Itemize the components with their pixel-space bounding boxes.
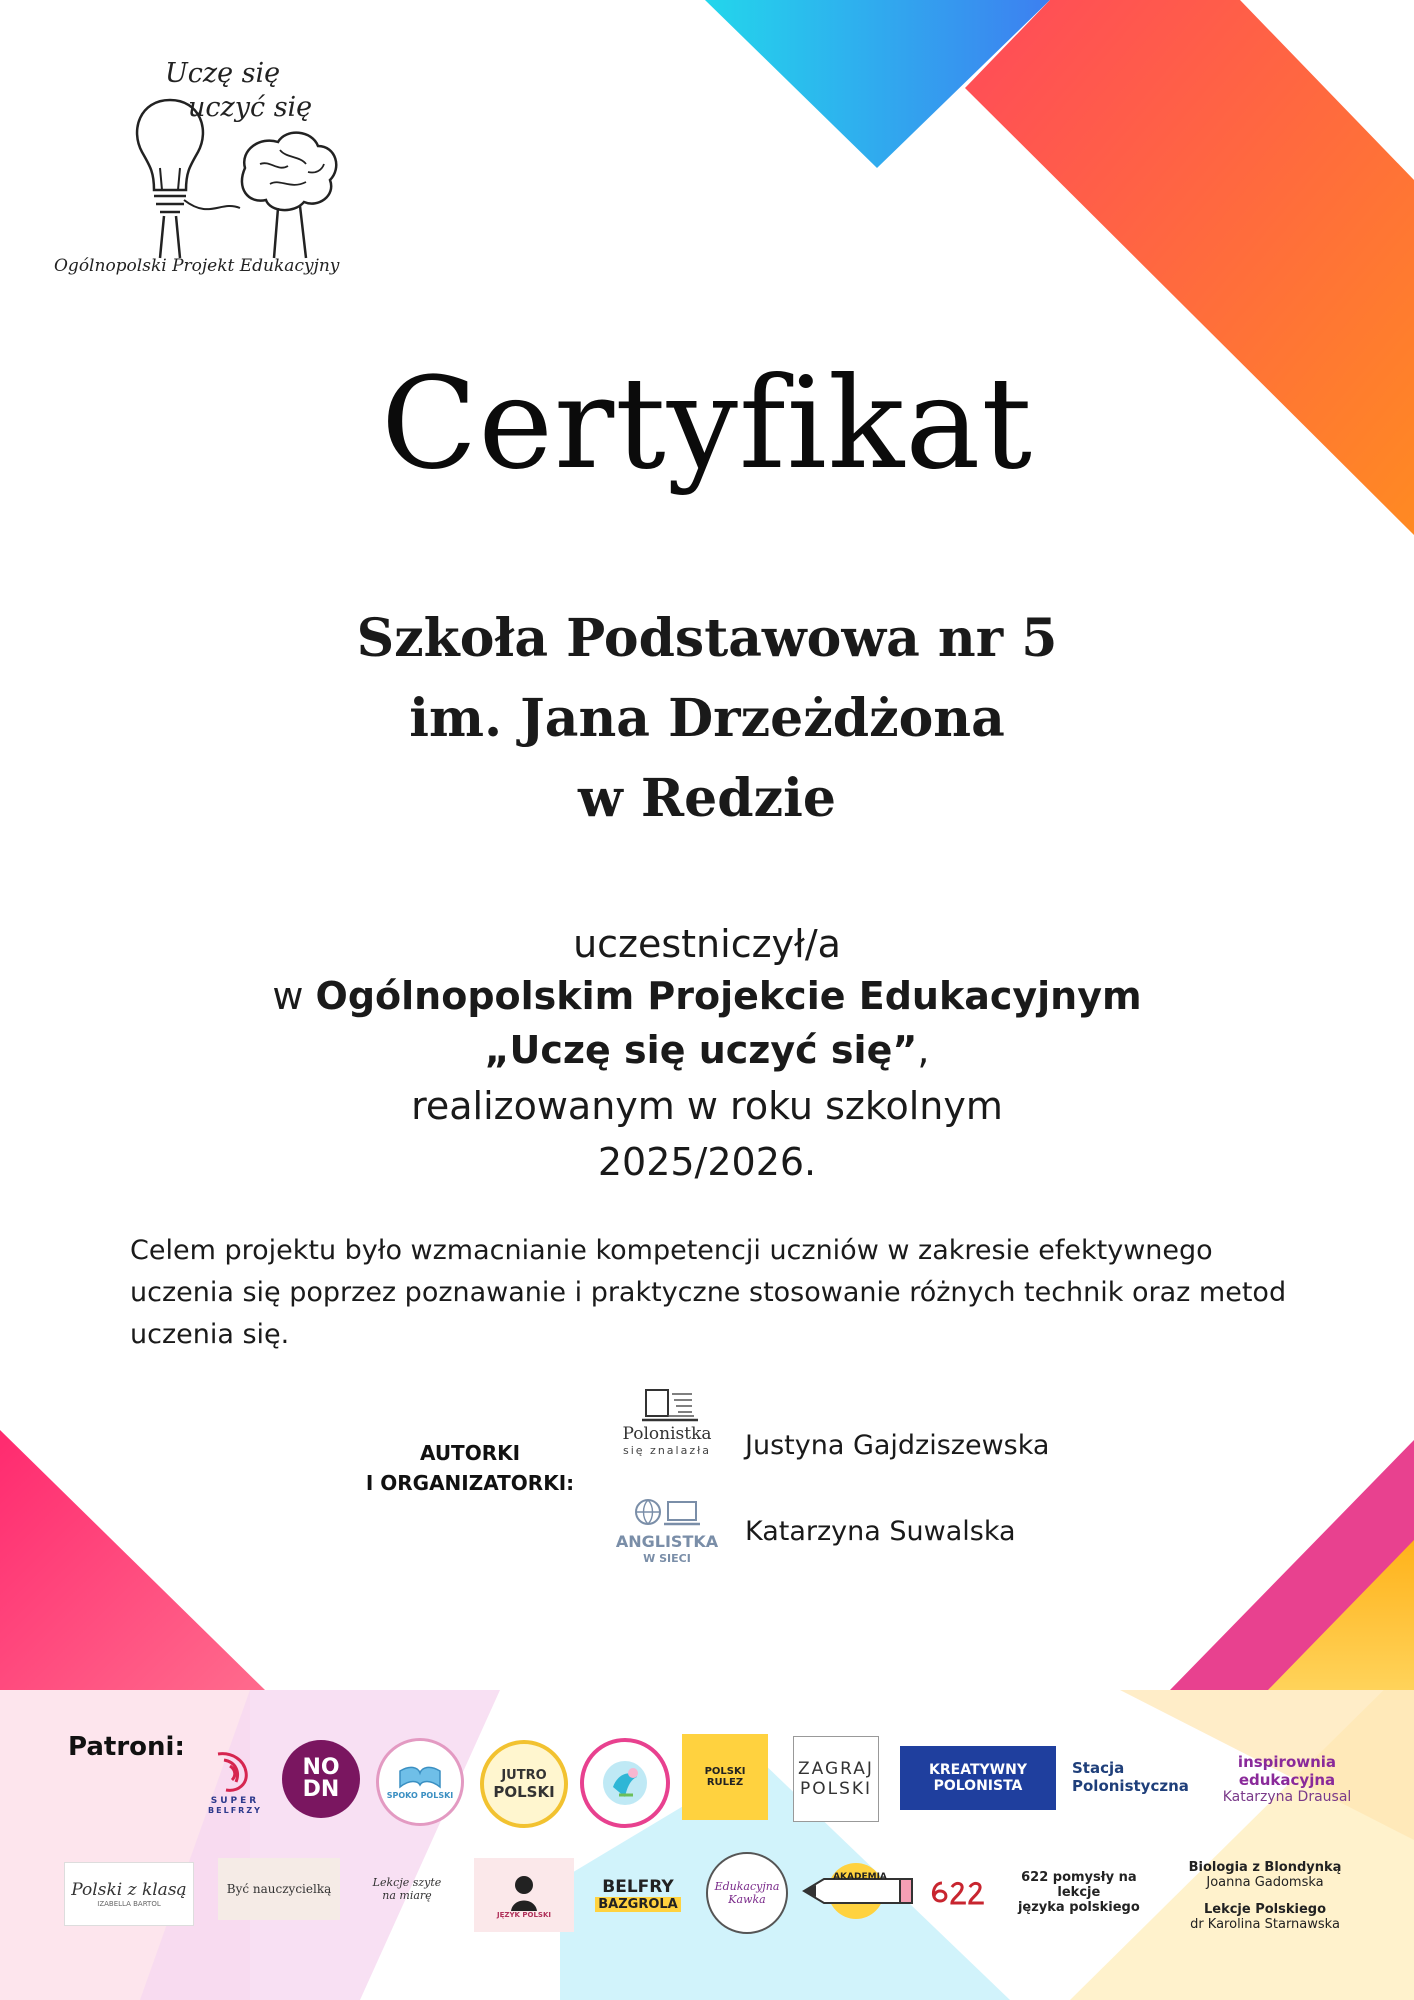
project-logo-line1: Uczę się <box>165 58 281 89</box>
patron-logo-lekcje-szyte <box>364 1846 450 1932</box>
622-logo-icon <box>928 1875 990 1909</box>
kawka-text2: Kawka <box>728 1893 766 1906</box>
participation-line1: uczestniczył/a <box>573 922 841 966</box>
participation-line3 <box>0 1028 1414 1072</box>
author-name-1: Justyna Gajdziszewska <box>745 1430 1050 1461</box>
jutro-polski-text2: POLSKI <box>493 1782 555 1801</box>
belfry-text2: BAZGROLA <box>595 1897 680 1912</box>
nodn-text1: NO <box>302 1755 340 1780</box>
authors-label-line1: AUTORKI <box>419 1441 521 1465</box>
patron-logo-622-pomysly <box>928 1864 1160 1920</box>
patrons-label: Patroni: <box>68 1732 185 1762</box>
stacja-text2: Polonistyczna <box>1072 1777 1189 1795</box>
polski-rulez-text1: POLSKI <box>704 1766 746 1777</box>
nodn-text2: DN <box>302 1777 340 1802</box>
patron-logo-zagraj-polski <box>793 1736 879 1822</box>
colorful-figure-icon <box>599 1757 651 1809</box>
project-logo <box>50 50 350 290</box>
open-book-icon <box>398 1765 442 1791</box>
kreatywny-text2: POLONISTA <box>933 1778 1023 1794</box>
school-name-line2: im. Jana Drzeżdżona <box>409 688 1005 749</box>
byc-nauczycielka-text: Być nauczycielką <box>226 1882 332 1896</box>
patron-logo-stacja-polonistyczna <box>1072 1744 1200 1810</box>
school-name-line3: w Redzie <box>578 768 836 829</box>
school-year: 2025/2026. <box>597 1140 817 1184</box>
lekcje-szyte-text1: Lekcje szyte <box>372 1876 442 1889</box>
622-text <box>998 1870 1160 1915</box>
zagraj-polski-text2: POLSKI <box>799 1779 873 1799</box>
woman-portrait-icon <box>507 1871 541 1911</box>
kawka-text1: Edukacyjna <box>714 1880 780 1893</box>
project-title-quoted: „Uczę się uczyć się” <box>484 1028 918 1072</box>
project-description: Celem projektu było wzmacnianie kompetencji uczniów w zakresie efektywnego uczenia się poprzez poznawanie i praktyczne stosowanie różnych technik oraz metod uczenia się. <box>130 1235 1287 1350</box>
certificate-title: Certyfikat <box>380 350 1034 497</box>
patron-logo-byc-nauczycielka <box>218 1858 340 1920</box>
spoko-polski-text: SPOKO POLSKI <box>386 1790 454 1800</box>
project-full-name: Ogólnopolskim Projekcie Edukacyjnym <box>315 974 1142 1018</box>
anglistka-logo <box>612 1496 722 1566</box>
school-name-line1: Szkoła Podstawowa nr 5 <box>356 608 1058 669</box>
patron-logo-spoko-polski <box>376 1738 464 1826</box>
biologia-text1: Biologia z Blondynką <box>1188 1860 1342 1875</box>
patron-logo-belfry-bazgrola <box>596 1858 680 1930</box>
stacja-text1: Stacja <box>1072 1759 1125 1777</box>
author-name-2: Katarzyna Suwalska <box>745 1516 1016 1547</box>
polonistka-logo <box>612 1386 722 1456</box>
super-belfrzy-icon <box>210 1746 260 1796</box>
patron-logo-nodn <box>282 1740 360 1818</box>
622-text1: 622 pomysły na lekcje <box>1021 1869 1137 1900</box>
polski-z-klasa-text2: IZABELLA BARTOL <box>97 1900 161 1908</box>
participation-line2-prefix: w <box>272 974 316 1018</box>
project-logo-line2: uczyć się <box>188 92 313 123</box>
pencil-icon <box>800 1861 916 1921</box>
polski-z-klasa-text1: Polski z klasą <box>71 1880 187 1900</box>
patron-logo-biologia-lekcje <box>1168 1846 1362 1946</box>
jutro-polski-text1: JUTRO <box>501 1767 547 1783</box>
patron-logo-polski-z-klasa <box>64 1862 194 1926</box>
bottom-left-pink-band <box>0 1430 265 1690</box>
participation-line4: realizowanym w roku szkolnym <box>411 1084 1003 1128</box>
patron-logo-akademia <box>800 1850 916 1932</box>
biologia-text2: Joanna Gadomska <box>1206 1875 1324 1890</box>
inspirownia-text2: edukacyjna <box>1238 1771 1336 1789</box>
authors-label-line2: I ORGANIZATORKI: <box>365 1471 575 1495</box>
polski-rulez-text2: RULEZ <box>706 1777 744 1788</box>
kreatywny-text1: KREATYWNY <box>929 1762 1027 1778</box>
akademia-text: AKADEMIA <box>833 1872 887 1882</box>
super-belfrzy-text2: BELFRZY <box>208 1805 262 1815</box>
authors-label <box>340 1438 600 1498</box>
participation-line3-suffix: , <box>917 1028 930 1072</box>
inspirownia-text3: Katarzyna Drausal <box>1222 1789 1352 1805</box>
polonistka-logo-sub: się znalazła <box>623 1444 711 1457</box>
jezyk-polski-text: JĘZYK POLSKI <box>496 1911 551 1919</box>
book-laptop-icon <box>640 1386 700 1426</box>
lekcje-polskiego-text1: Lekcje Polskiego <box>1203 1902 1327 1917</box>
patron-logo-kreatywny-polonista <box>900 1746 1056 1810</box>
622-text2: języka polskiego <box>1017 1899 1140 1915</box>
super-belfrzy-text1: SUPER <box>210 1795 260 1806</box>
lekcje-polskiego-text2: dr Karolina Starnawska <box>1190 1917 1340 1932</box>
patron-logo-jutro-polski <box>480 1740 568 1828</box>
belfry-text1: BELFRY <box>602 1876 674 1897</box>
inspirownia-text1: inspirownia <box>1237 1753 1337 1771</box>
zagraj-polski-text1: ZAGRAJ <box>798 1759 874 1779</box>
globe-laptop-icon <box>630 1496 704 1530</box>
patron-logo-edukacyjna-kawka <box>706 1852 788 1934</box>
patron-logo-polski-rulez <box>682 1734 768 1820</box>
patron-logo-inspirownia <box>1212 1744 1362 1814</box>
polonistka-logo-title: Polonistka <box>622 1424 712 1444</box>
lekcje-szyte-text2: na miarę <box>382 1889 432 1902</box>
patron-logo-jezyk-polski <box>474 1858 574 1932</box>
patron-logo-circle-colorful <box>580 1738 670 1828</box>
anglistka-logo-title: ANGLISTKA <box>615 1532 719 1551</box>
project-logo-caption: Ogólnopolski Projekt Edukacyjny <box>54 256 340 276</box>
patron-logo-super-belfrzy <box>198 1738 272 1822</box>
anglistka-logo-sub: W SIECI <box>643 1552 691 1565</box>
participation-line2 <box>0 974 1414 1018</box>
